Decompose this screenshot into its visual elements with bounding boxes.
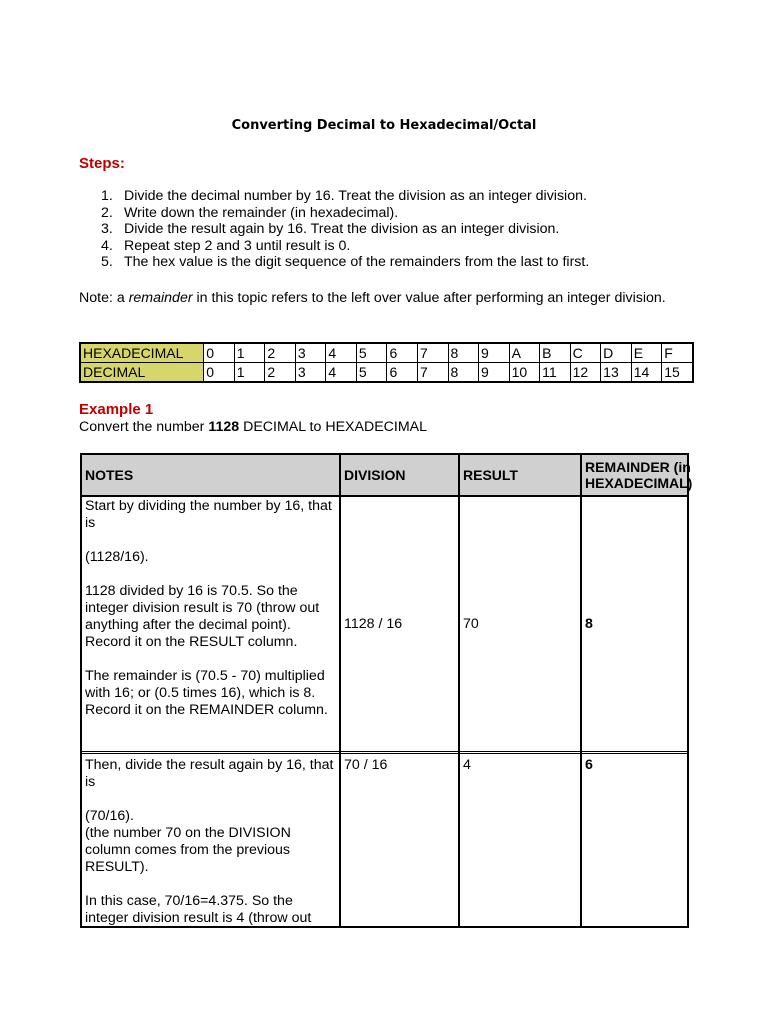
example-number: 1128 xyxy=(208,419,240,435)
table-cell: 8 xyxy=(448,343,479,363)
step-number: 3. xyxy=(101,221,113,238)
table-cell: 4 xyxy=(326,343,357,363)
step-item xyxy=(79,221,719,238)
table-cell: 1 xyxy=(234,343,265,363)
table-cell: 0 xyxy=(204,363,235,383)
table-cell: D xyxy=(601,343,632,363)
table-cell: 9 xyxy=(479,343,510,363)
table-cell: 6 xyxy=(387,363,418,383)
example-desc-prefix: Convert the number xyxy=(79,419,209,435)
step-text: Repeat step 2 and 3 until result is 0. xyxy=(124,237,351,254)
step-item xyxy=(79,254,719,271)
table-cell: 2 xyxy=(265,343,296,363)
example-desc-suffix: DECIMAL to HEXADECIMAL xyxy=(239,419,428,435)
step-text: Divide the result again by 16. Treat the division as an integer division. xyxy=(124,221,560,238)
row1-remainder: 8 xyxy=(585,616,593,632)
notes-paragraph: (the number 70 on the DIVISION column comes from the previous RESULT). xyxy=(85,825,291,875)
example-description xyxy=(79,419,427,435)
note-suffix: in this topic refers to the left over value after performing an integer division. xyxy=(192,290,666,306)
notes-paragraph: Start by dividing the number by 16, that is xyxy=(85,498,332,531)
step-number: 1. xyxy=(101,188,113,204)
paragraph-gap xyxy=(85,791,335,808)
example-heading: Example 1 xyxy=(79,401,154,418)
steps-list xyxy=(79,188,719,271)
notes-paragraph: (70/16). xyxy=(85,808,134,824)
hex-decimal-table xyxy=(79,342,694,383)
conversion-work-table xyxy=(80,453,693,928)
column-divider xyxy=(339,455,341,926)
document-title: Converting Decimal to Hexadecimal/Octal xyxy=(231,118,537,133)
table-cell: 1 xyxy=(234,363,265,383)
table-cell: F xyxy=(662,343,693,363)
row2-result: 4 xyxy=(463,757,471,773)
paragraph-gap xyxy=(85,532,335,549)
header-result: RESULT xyxy=(463,467,518,483)
header-remainder-line2: HEXADECIMAL) xyxy=(585,475,693,491)
paragraph-gap xyxy=(85,566,335,583)
step-number: 4. xyxy=(101,237,113,254)
step-number: 5. xyxy=(101,254,113,271)
header-division: DIVISION xyxy=(344,467,406,483)
row2-remainder: 6 xyxy=(585,757,593,773)
column-divider xyxy=(580,455,582,926)
notes-paragraph: (1128/16). xyxy=(85,549,149,565)
notes-paragraph: Record it on the REMAINDER column. xyxy=(85,702,328,718)
header-notes: NOTES xyxy=(85,467,134,483)
step-item xyxy=(79,238,719,255)
row1-result: 70 xyxy=(463,616,479,632)
step-text: Write down the remainder (in hexadecimal). xyxy=(124,204,399,221)
table-cell: 13 xyxy=(601,363,632,383)
notes-paragraph: The remainder is (70.5 - 70) multiplied with 16; or (0.5 times 16), which is 8. xyxy=(85,668,325,701)
steps-heading: Steps: xyxy=(79,155,125,172)
table-cell: 9 xyxy=(479,363,510,383)
table-cell: 3 xyxy=(295,343,326,363)
notes-paragraph: Then, divide the result again by 16, that is xyxy=(85,757,334,790)
row1-division: 1128 / 16 xyxy=(344,616,403,632)
table-cell: 5 xyxy=(356,363,387,383)
table-cell: E xyxy=(631,343,662,363)
decimal-row xyxy=(80,363,693,383)
step-item xyxy=(79,205,719,222)
notes-paragraph: In this case, 70/16=4.375. So the integer division result is 4 (throw out xyxy=(85,893,312,926)
header-remainder xyxy=(585,459,692,491)
table-cell: C xyxy=(570,343,601,363)
table-cell: 14 xyxy=(631,363,662,383)
table-cell: 4 xyxy=(326,363,357,383)
note-emphasis: remainder xyxy=(128,290,193,306)
table-cell: 3 xyxy=(295,363,326,383)
note-paragraph xyxy=(79,290,689,307)
hex-row xyxy=(80,343,693,363)
table-cell: 10 xyxy=(509,363,540,383)
row-label: HEXADECIMAL xyxy=(80,343,204,363)
table-cell: 2 xyxy=(265,363,296,383)
table-cell: B xyxy=(540,343,571,363)
row1-notes xyxy=(85,498,335,719)
table-cell: 7 xyxy=(417,343,448,363)
row2-notes xyxy=(85,757,335,927)
paragraph-gap xyxy=(85,876,335,893)
note-prefix: Note: a xyxy=(79,290,129,306)
step-text: The hex value is the digit sequence of the remainders from the last to first. xyxy=(124,254,590,271)
table-cell: A xyxy=(509,343,540,363)
step-number: 2. xyxy=(101,204,113,221)
table-cell: 7 xyxy=(417,363,448,383)
table-cell: 6 xyxy=(387,343,418,363)
table-cell: 5 xyxy=(356,343,387,363)
table-cell: 0 xyxy=(204,343,235,363)
table-cell: 11 xyxy=(540,363,571,383)
column-divider xyxy=(458,455,460,926)
row-separator xyxy=(82,751,687,754)
step-text: Divide the decimal number by 16. Treat the division as an integer division. xyxy=(124,188,587,204)
table-cell: 15 xyxy=(662,363,693,383)
table-cell: 8 xyxy=(448,363,479,383)
row2-division: 70 / 16 xyxy=(344,757,388,773)
header-remainder-line1: REMAINDER (in xyxy=(585,459,691,475)
table-cell: 12 xyxy=(570,363,601,383)
paragraph-gap xyxy=(85,651,335,668)
notes-paragraph: 1128 divided by 16 is 70.5. So the integer division result is 70 (throw out anything after the decimal point). Record it on the RESULT column. xyxy=(85,583,320,650)
step-item xyxy=(79,188,719,205)
row-label: DECIMAL xyxy=(80,363,204,383)
